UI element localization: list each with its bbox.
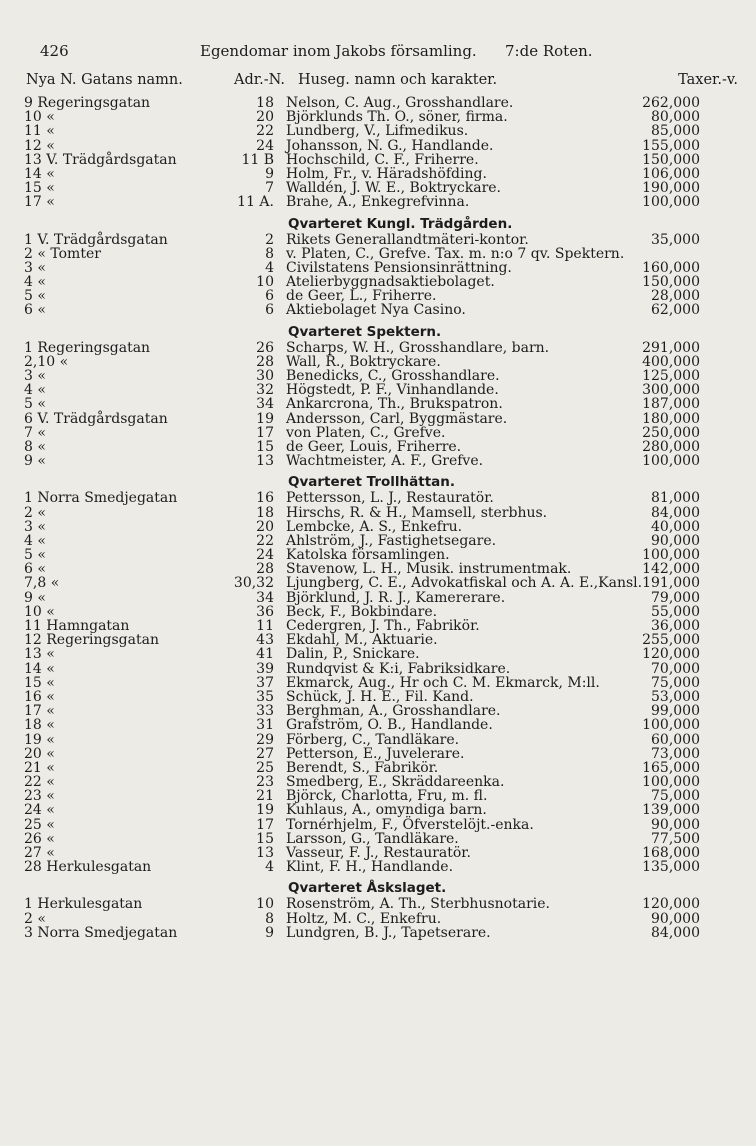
- column-header-address: Nya N. Gatans namn.: [26, 72, 183, 88]
- address-number: 4: [265, 259, 274, 276]
- block-heading: Qvarteret Åskslaget.: [288, 880, 447, 897]
- tax-value: 40,000: [651, 518, 700, 535]
- street-address: 10 «: [24, 109, 55, 126]
- address-number: 11: [256, 618, 274, 634]
- street-address: 3 «: [24, 518, 46, 535]
- property-row: [0, 369, 756, 383]
- street-address: 13 «: [24, 646, 55, 663]
- property-row: [0, 383, 756, 397]
- owner-name: Nelson, C. Aug., Grosshandlare.: [286, 95, 514, 111]
- address-number: 19: [256, 410, 274, 427]
- address-number: 15: [256, 438, 274, 455]
- property-row: [0, 704, 756, 718]
- address-number: 32: [256, 382, 274, 399]
- street-address: 13 V. Trädgårdsgatan: [24, 151, 177, 168]
- address-number: 34: [256, 589, 274, 606]
- address-number: 39: [256, 660, 274, 677]
- column-header-tax: Taxer.-v.: [678, 72, 738, 88]
- tax-value: 262,000: [642, 95, 700, 111]
- address-number: 18: [256, 95, 274, 111]
- address-number: 29: [256, 731, 274, 748]
- property-row: [0, 832, 756, 846]
- street-address: 18 «: [24, 717, 55, 734]
- tax-value: 120,000: [642, 646, 700, 663]
- address-number: 24: [256, 547, 274, 564]
- address-number: 7: [265, 180, 274, 197]
- address-number: 34: [256, 396, 274, 413]
- page-number: 426: [40, 42, 69, 60]
- address-number: 11 B: [241, 151, 274, 168]
- address-number: 23: [256, 774, 274, 791]
- owner-name: Brahe, A., Enkegrefvinna.: [286, 194, 470, 211]
- street-address: 2 «: [24, 910, 46, 927]
- owner-name: Ankarcrona, Th., Brukspatron.: [286, 396, 503, 413]
- address-number: 16: [256, 490, 274, 507]
- tax-value: 70,000: [651, 660, 700, 677]
- address-number: 6: [265, 302, 274, 319]
- address-number: 35: [256, 688, 274, 705]
- owner-name: Ahlström, J., Fastighetsegare.: [286, 532, 497, 549]
- address-number: 37: [256, 674, 274, 691]
- owner-name: Hirschs, R. & H., Mamsell, sterbhus.: [286, 504, 548, 521]
- address-number: 2: [265, 231, 274, 248]
- owner-name: Björck, Charlotta, Fru, m. fl.: [286, 788, 488, 805]
- tax-value: 99,000: [651, 703, 700, 720]
- property-row: [0, 662, 756, 676]
- street-address: 4 «: [24, 382, 46, 399]
- tax-value: 77,500: [651, 830, 700, 847]
- owner-name: Cedergren, J. Th., Fabrikör.: [286, 618, 480, 634]
- owner-name: Lundberg, V., Lifmedikus.: [286, 123, 469, 140]
- street-address: 15 «: [24, 180, 55, 197]
- property-row: [0, 718, 756, 732]
- tax-value: 135,000: [642, 859, 700, 876]
- property-row: [0, 289, 756, 303]
- property-row: [0, 397, 756, 411]
- address-number: 10: [256, 896, 274, 913]
- tax-value: 75,000: [651, 788, 700, 805]
- tax-value: 125,000: [642, 368, 700, 384]
- property-row: [0, 576, 756, 590]
- street-address: 23 «: [24, 788, 55, 805]
- property-row: [0, 562, 756, 576]
- property-row: [0, 605, 756, 619]
- street-address: 17 «: [24, 194, 55, 211]
- street-address: 2 «: [24, 504, 46, 521]
- owner-name: Johansson, N. G., Handlande.: [286, 137, 494, 154]
- property-row: [0, 647, 756, 661]
- street-address: 3 «: [24, 259, 46, 276]
- property-row: [0, 912, 756, 926]
- property-row: [0, 818, 756, 832]
- tax-value: 142,000: [642, 561, 700, 578]
- tax-value: 28,000: [651, 288, 700, 305]
- owner-name: Petterson, E., Juvelerare.: [286, 745, 465, 762]
- tax-value: 53,000: [651, 688, 700, 705]
- street-address: 5 «: [24, 288, 46, 305]
- tax-value: 35,000: [651, 231, 700, 248]
- street-address: 21 «: [24, 759, 55, 776]
- owner-name: Dalin, P., Snickare.: [286, 646, 420, 663]
- street-address: 28 Herkulesgatan: [24, 859, 152, 876]
- address-number: 17: [256, 424, 274, 441]
- address-number: 4: [265, 859, 274, 876]
- street-address: 3 Norra Smedjegatan: [24, 924, 178, 941]
- property-row: [0, 355, 756, 369]
- page-header: [40, 42, 720, 64]
- owner-name: Civilstatens Pensionsinrättning.: [286, 259, 512, 276]
- street-address: 20 «: [24, 745, 55, 762]
- street-address: 11 «: [24, 123, 55, 140]
- owner-name: Kuhlaus, A., omyndiga barn.: [286, 802, 487, 819]
- owner-name: Ljungberg, C. E., Advokatfiskal och A. A. E.,Kansl.: [286, 575, 643, 592]
- street-address: 9 «: [24, 589, 46, 606]
- owner-name: Rosenström, A. Th., Sterbhusnotarie.: [286, 896, 550, 913]
- street-address: 25 «: [24, 816, 55, 833]
- tax-value: 150,000: [642, 151, 700, 168]
- property-row: [0, 633, 756, 647]
- street-address: 12 Regeringsgatan: [24, 632, 159, 649]
- tax-value: 120,000: [642, 896, 700, 913]
- owner-name: de Geer, L., Friherre.: [286, 288, 437, 305]
- tax-value: 155,000: [642, 137, 700, 154]
- owner-name: Björklund, J. R. J., Kamererare.: [286, 589, 506, 606]
- tax-value: 106,000: [642, 165, 700, 182]
- tax-value: 100,000: [642, 547, 700, 564]
- tax-value: 60,000: [651, 731, 700, 748]
- address-number: 8: [265, 910, 274, 927]
- address-number: 36: [256, 603, 274, 620]
- property-row: [0, 454, 756, 468]
- owner-name: Tornérhjelm, F., Öfverstelöjt.-enka.: [286, 816, 534, 833]
- owner-name: Aktiebolaget Nya Casino.: [286, 302, 466, 319]
- tax-value: 100,000: [642, 717, 700, 734]
- tax-value: 291,000: [642, 339, 700, 356]
- property-row: [0, 491, 756, 505]
- property-row: [0, 247, 756, 261]
- street-address: 8 «: [24, 438, 46, 455]
- property-row: [0, 860, 756, 874]
- street-address: 1 V. Trädgårdsgatan: [24, 231, 168, 248]
- street-address: 19 «: [24, 731, 55, 748]
- street-address: 9 Regeringsgatan: [24, 95, 151, 111]
- tax-value: 250,000: [642, 424, 700, 441]
- owner-name: Berendt, S., Fabrikör.: [286, 759, 439, 776]
- street-address: 6 «: [24, 302, 46, 319]
- tax-value: 180,000: [642, 410, 700, 427]
- address-number: 22: [256, 532, 274, 549]
- address-number: 26: [256, 339, 274, 356]
- owner-name: v. Platen, C., Grefve. Tax. m. n:o 7 qv. Spektern.: [286, 245, 625, 262]
- owner-name: Scharps, W. H., Grosshandlare, barn.: [286, 339, 550, 356]
- owner-name: Lembcke, A. S., Enkefru.: [286, 518, 463, 535]
- owner-name: Ekdahl, M., Aktuarie.: [286, 632, 438, 649]
- owner-name: Rikets Generallandtmäteri-kontor.: [286, 231, 529, 248]
- owner-name: Grafström, O. B., Handlande.: [286, 717, 493, 734]
- address-number: 21: [256, 788, 274, 805]
- owner-name: Vasseur, F. J., Restauratör.: [286, 845, 471, 861]
- tax-value: 84,000: [651, 924, 700, 941]
- property-row: [0, 803, 756, 817]
- page-title: Egendomar inom Jakobs församling.: [200, 42, 477, 60]
- address-number: 13: [256, 453, 274, 470]
- block-heading: Qvarteret Spektern.: [288, 323, 442, 340]
- owner-name: Lundgren, B. J., Tapetserare.: [286, 924, 491, 941]
- owner-name: Björklunds Th. O., söner, firma.: [286, 109, 508, 126]
- street-address: 5 «: [24, 396, 46, 413]
- address-number: 31: [256, 717, 274, 734]
- property-row: [0, 96, 756, 110]
- property-row: [0, 676, 756, 690]
- street-address: 9 «: [24, 453, 46, 470]
- street-address: 27 «: [24, 845, 55, 861]
- tax-value: 80,000: [651, 109, 700, 126]
- address-number: 43: [256, 632, 274, 649]
- property-row: [0, 303, 756, 317]
- tax-value: 139,000: [642, 802, 700, 819]
- address-number: 17: [256, 816, 274, 833]
- street-address: 5 «: [24, 547, 46, 564]
- tax-value: 90,000: [651, 816, 700, 833]
- tax-value: 84,000: [651, 504, 700, 521]
- property-row: [0, 181, 756, 195]
- property-row: [0, 440, 756, 454]
- property-row: [0, 110, 756, 124]
- owner-name: Wachtmeister, A. F., Grefve.: [286, 453, 484, 470]
- property-row: [0, 591, 756, 605]
- address-number: 9: [265, 924, 274, 941]
- street-address: 3 «: [24, 368, 46, 384]
- tax-value: 255,000: [642, 632, 700, 649]
- property-row: [0, 261, 756, 275]
- owner-name: Holtz, M. C., Enkefru.: [286, 910, 442, 927]
- block-heading: Qvarteret Kungl. Trädgården.: [288, 215, 513, 232]
- tax-value: 300,000: [642, 382, 700, 399]
- street-address: 12 «: [24, 137, 55, 154]
- tax-value: 160,000: [642, 259, 700, 276]
- street-address: 6 V. Trädgårdsgatan: [24, 410, 168, 427]
- address-number: 20: [256, 518, 274, 535]
- address-number: 11 A.: [237, 194, 274, 211]
- owner-name: Smedberg, E., Skräddareenka.: [286, 774, 505, 791]
- property-row: [0, 548, 756, 562]
- address-number: 41: [256, 646, 274, 663]
- property-row: [0, 761, 756, 775]
- tax-value: 190,000: [642, 180, 700, 197]
- tax-value: 100,000: [642, 194, 700, 211]
- tax-value: 100,000: [642, 453, 700, 470]
- street-address: 2 « Tomter: [24, 245, 101, 262]
- owner-name: Högstedt, P. F., Vinhandlande.: [286, 382, 499, 399]
- column-header-address-nr: Adr.-N.: [234, 72, 285, 88]
- street-address: 1 Herkulesgatan: [24, 896, 143, 913]
- street-address: 26 «: [24, 830, 55, 847]
- owner-name: Holm, Fr., v. Häradshöfding.: [286, 165, 487, 182]
- street-address: 14 «: [24, 660, 55, 677]
- property-row: [0, 341, 756, 355]
- street-address: 11 Hamngatan: [24, 618, 130, 634]
- owner-name: Schück, J. H. E., Fil. Kand.: [286, 688, 474, 705]
- property-row: [0, 275, 756, 289]
- address-number: 25: [256, 759, 274, 776]
- owner-name: Berghman, A., Grosshandlare.: [286, 703, 501, 720]
- owner-name: Klint, F. H., Handlande.: [286, 859, 454, 876]
- tax-value: 165,000: [642, 759, 700, 776]
- property-row: [0, 789, 756, 803]
- street-address: 24 «: [24, 802, 55, 819]
- address-number: 30: [256, 368, 274, 384]
- property-row: [0, 506, 756, 520]
- tax-value: 79,000: [651, 589, 700, 606]
- block-heading: Qvarteret Trollhättan.: [288, 474, 456, 491]
- address-number: 15: [256, 830, 274, 847]
- address-number: 27: [256, 745, 274, 762]
- tax-value: 90,000: [651, 532, 700, 549]
- owner-name: Larsson, G., Tandläkare.: [286, 830, 459, 847]
- street-address: 4 «: [24, 274, 46, 291]
- property-row: [0, 733, 756, 747]
- district-label: 7:de Roten.: [505, 42, 593, 60]
- property-row: [0, 926, 756, 940]
- owner-name: Andersson, Carl, Byggmästare.: [286, 410, 508, 427]
- property-row: [0, 690, 756, 704]
- address-number: 9: [265, 165, 274, 182]
- tax-value: 191,000: [642, 575, 700, 592]
- property-row: [0, 846, 756, 860]
- tax-value: 400,000: [642, 353, 700, 370]
- ledger-rows: [0, 96, 756, 940]
- tax-value: 187,000: [642, 396, 700, 413]
- tax-value: 75,000: [651, 674, 700, 691]
- column-header-owner: Huseg. namn och karakter.: [298, 72, 498, 88]
- address-number: 10: [256, 274, 274, 291]
- street-address: 1 Regeringsgatan: [24, 339, 151, 356]
- tax-value: 150,000: [642, 274, 700, 291]
- property-row: [0, 124, 756, 138]
- tax-value: 55,000: [651, 603, 700, 620]
- owner-name: Wall, R., Boktryckare.: [286, 353, 441, 370]
- owner-name: Katolska församlingen.: [286, 547, 450, 564]
- property-row: [0, 619, 756, 633]
- street-address: 6 «: [24, 561, 46, 578]
- street-address: 22 «: [24, 774, 55, 791]
- property-row: [0, 139, 756, 153]
- owner-name: Hochschild, C. F., Friherre.: [286, 151, 479, 168]
- address-number: 6: [265, 288, 274, 305]
- owner-name: Rundqvist & K:i, Fabriksidkare.: [286, 660, 511, 677]
- street-address: 17 «: [24, 703, 55, 720]
- owner-name: de Geer, Louis, Friherre.: [286, 438, 462, 455]
- street-address: 14 «: [24, 165, 55, 182]
- property-row: [0, 534, 756, 548]
- street-address: 2,10 «: [24, 353, 69, 370]
- owner-name: Beck, F., Bokbindare.: [286, 603, 438, 620]
- tax-value: 81,000: [651, 490, 700, 507]
- address-number: 24: [256, 137, 274, 154]
- street-address: 10 «: [24, 603, 55, 620]
- address-number: 30,32: [233, 575, 274, 592]
- address-number: 8: [265, 245, 274, 262]
- tax-value: 62,000: [651, 302, 700, 319]
- column-headers: [26, 72, 744, 92]
- street-address: 7,8 «: [24, 575, 60, 592]
- tax-value: 100,000: [642, 774, 700, 791]
- address-number: 18: [256, 504, 274, 521]
- owner-name: Walldén, J. W. E., Boktryckare.: [286, 180, 502, 197]
- address-number: 19: [256, 802, 274, 819]
- street-address: 1 Norra Smedjegatan: [24, 490, 178, 507]
- owner-name: Förberg, C., Tandläkare.: [286, 731, 460, 748]
- owner-name: Benedicks, C., Grosshandlare.: [286, 368, 500, 384]
- street-address: 16 «: [24, 688, 55, 705]
- property-row: [0, 412, 756, 426]
- address-number: 22: [256, 123, 274, 140]
- address-number: 28: [256, 353, 274, 370]
- property-row: [0, 233, 756, 247]
- owner-name: Stavenow, L. H., Musik. instrumentmak.: [286, 561, 572, 578]
- address-number: 13: [256, 845, 274, 861]
- property-row: [0, 520, 756, 534]
- tax-value: 168,000: [642, 845, 700, 861]
- owner-name: von Platen, C., Grefve.: [286, 424, 446, 441]
- property-row: [0, 775, 756, 789]
- tax-value: 280,000: [642, 438, 700, 455]
- property-row: [0, 153, 756, 167]
- address-number: 33: [256, 703, 274, 720]
- tax-value: 85,000: [651, 123, 700, 140]
- property-row: [0, 897, 756, 911]
- tax-value: 73,000: [651, 745, 700, 762]
- property-row: [0, 195, 756, 209]
- property-row: [0, 747, 756, 761]
- property-row: [0, 426, 756, 440]
- tax-value: 90,000: [651, 910, 700, 927]
- owner-name: Pettersson, L. J., Restauratör.: [286, 490, 494, 507]
- street-address: 4 «: [24, 532, 46, 549]
- owner-name: Ekmarck, Aug., Hr och C. M. Ekmarck, M:ll.: [286, 674, 600, 691]
- property-row: [0, 167, 756, 181]
- owner-name: Atelierbyggnadsaktiebolaget.: [286, 274, 495, 291]
- street-address: 15 «: [24, 674, 55, 691]
- address-number: 20: [256, 109, 274, 126]
- address-number: 28: [256, 561, 274, 578]
- street-address: 7 «: [24, 424, 46, 441]
- tax-value: 36,000: [651, 618, 700, 634]
